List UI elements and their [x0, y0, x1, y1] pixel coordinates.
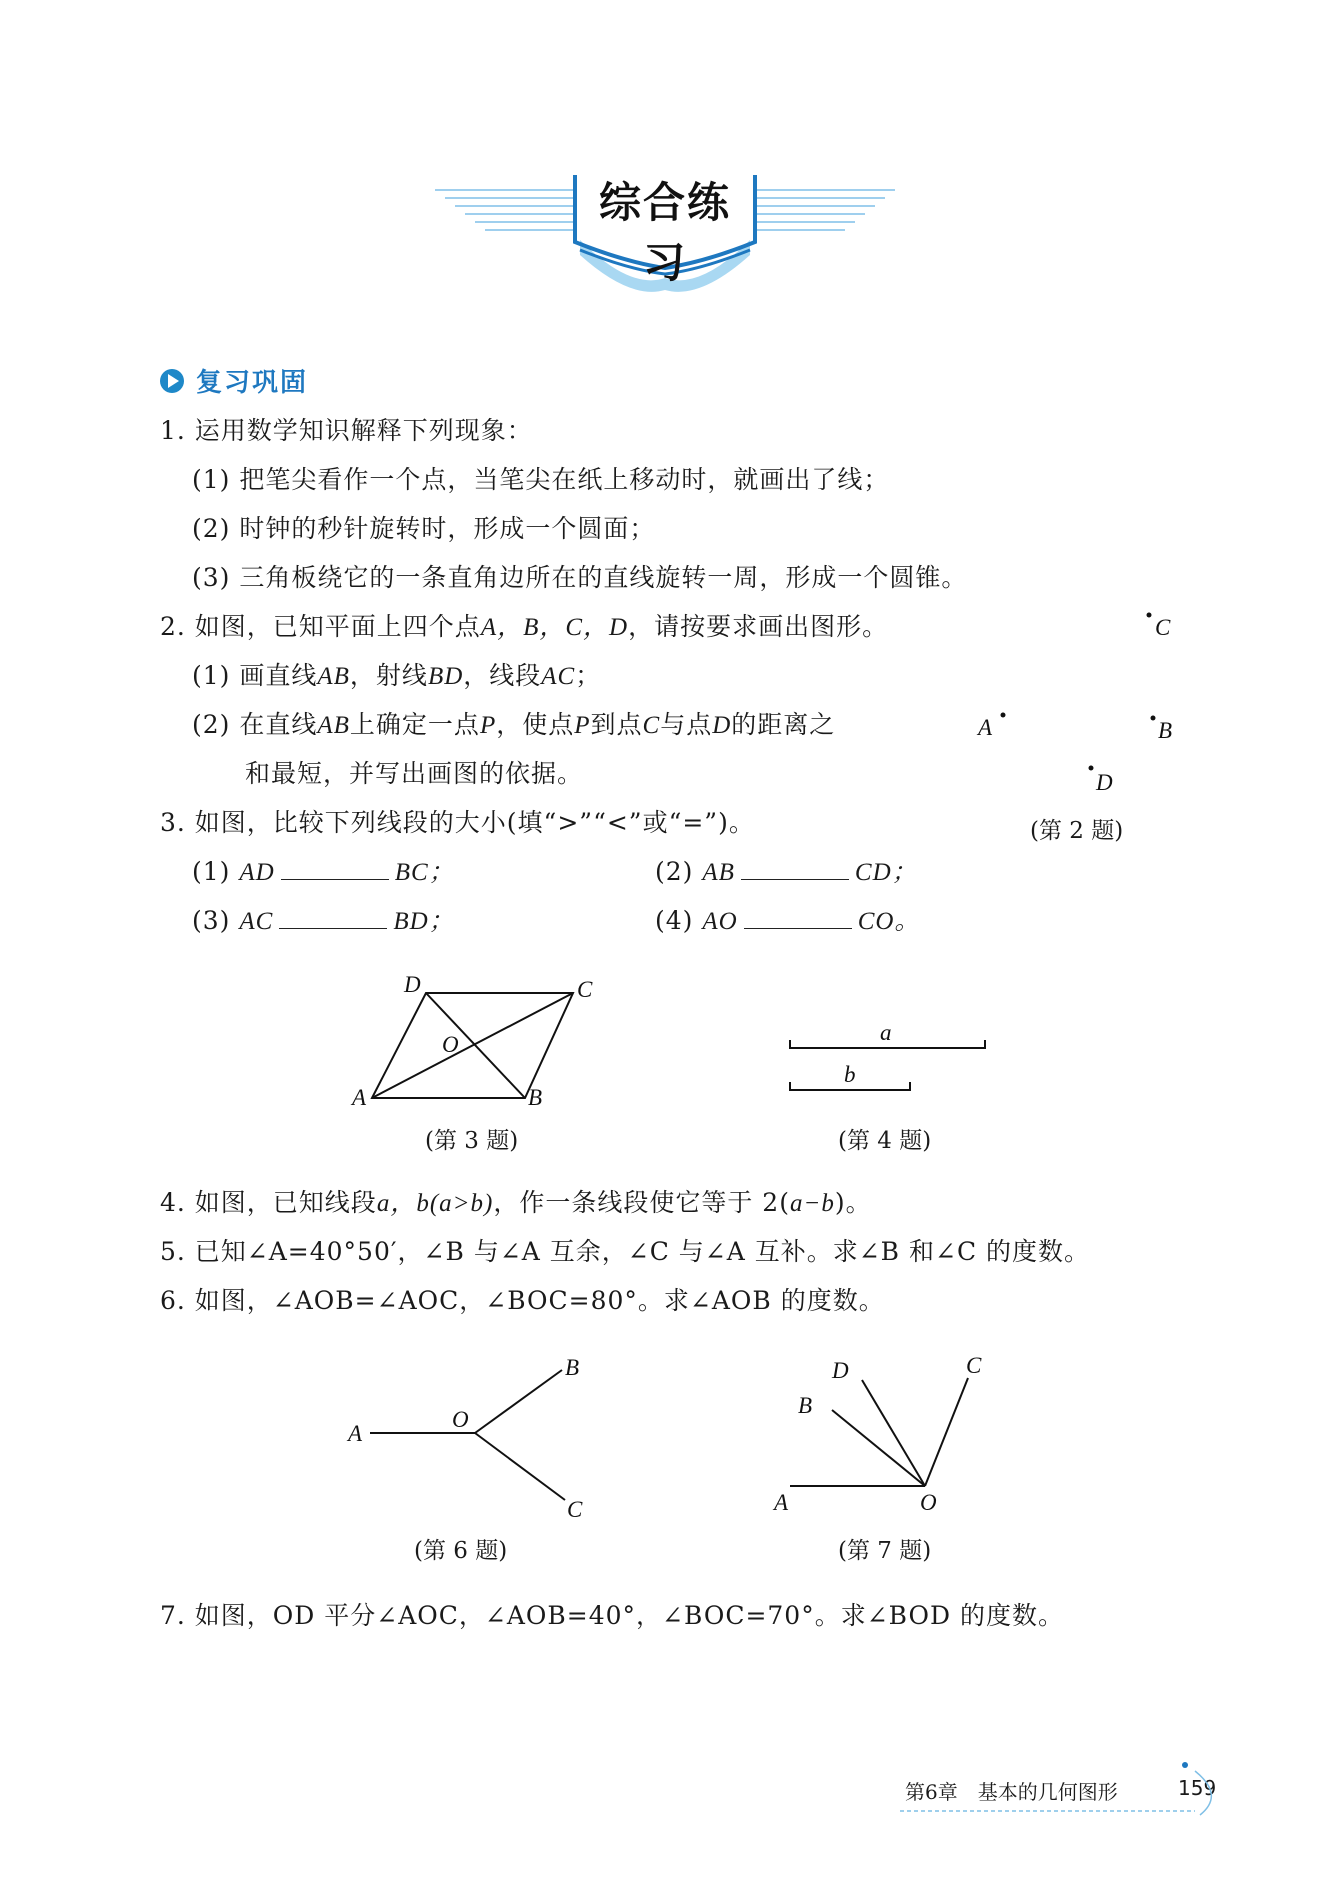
q3-i1-label: (1): [192, 857, 231, 886]
label-a: a: [880, 1020, 892, 1045]
q2-points: A，B，C，D: [480, 614, 629, 641]
footer-chapter: 第6章 基本的几何图形: [905, 1780, 1118, 1804]
figure-q7: [770, 1348, 1010, 1528]
q7-text: 7. 如图，OD 平分∠AOC，∠AOB=40°，∠BOC=70°。求∠BOD 的度数。: [160, 1601, 1064, 1630]
label-o: O: [452, 1407, 469, 1432]
q2-p2-d: D: [712, 712, 732, 739]
label-b: b: [844, 1062, 856, 1087]
q6-text: 6. 如图，∠AOB=∠AOC，∠BOC=80°。求∠AOB 的度数。: [160, 1286, 885, 1315]
q2-p2-p: P: [479, 712, 497, 739]
label-c: C: [577, 977, 593, 1002]
label-a: A: [978, 715, 993, 740]
footer-decoration: [895, 1755, 1230, 1825]
q4-stem-a: 4. 如图，已知线段: [160, 1188, 377, 1217]
q2-p1-ac: AC: [541, 663, 576, 690]
q3-i1-left: AD: [239, 859, 275, 886]
q2-stem-b: ，请按要求画出图形。: [628, 612, 889, 641]
q4-text: [160, 1187, 872, 1220]
q1-part1: (1) 把笔尖看作一个点，当笔尖在纸上移动时，就画出了线；: [192, 465, 890, 494]
caption-q4: (第 4 题): [838, 1128, 932, 1154]
diagonal-bd: [426, 993, 525, 1098]
label-c: C: [567, 1497, 583, 1522]
q2-p2-p2: P: [574, 712, 591, 739]
label-b: B: [798, 1393, 813, 1418]
point-b: [1151, 716, 1156, 721]
ray-ob: [832, 1410, 925, 1486]
q3-i2-right: CD；: [854, 859, 918, 886]
q3-i2-left: AB: [702, 859, 735, 886]
label-c: C: [966, 1353, 982, 1378]
q3-i2-label: (2): [655, 857, 694, 886]
q2-p2-c: C: [642, 712, 661, 739]
banner-title: 综合练习: [598, 178, 731, 287]
label-d: D: [832, 1358, 849, 1383]
q3-i4-right: CO。: [857, 908, 921, 935]
ray-ob: [475, 1370, 562, 1433]
q2-p2-text4: 到点: [590, 710, 643, 739]
figure-q2: [960, 600, 1200, 820]
label-a: A: [774, 1490, 789, 1515]
q3-i1-right: BC；: [394, 859, 455, 886]
q2-p2-text5: 与点: [660, 710, 713, 739]
q1-stem: 1. 运用数学知识解释下列现象：: [160, 416, 533, 445]
q1-part2: (2) 时钟的秒针旋转时，形成一个圆面；: [192, 514, 656, 543]
q2-part2: [192, 709, 835, 742]
label-b: B: [528, 1085, 543, 1110]
q3-item1: [192, 856, 455, 889]
q3-i3-left: AC: [239, 908, 274, 935]
q5-text: 5. 已知∠A=40°50′，∠B 与∠A 互余，∠C 与∠A 互补。求∠B 和∠C 的度数。: [160, 1237, 1091, 1266]
q2-p2-text6: 的距离之: [731, 710, 836, 739]
q4-stem-c: )。: [834, 1188, 872, 1217]
q2-p2-text: (2) 在直线: [192, 710, 318, 739]
label-b: B: [565, 1355, 580, 1380]
label-a: A: [352, 1085, 367, 1110]
section-title: 复习巩固: [196, 368, 309, 398]
q3-item2: [655, 856, 918, 889]
q2-p2-text3: ，使点: [496, 710, 575, 739]
ray-oc: [475, 1433, 565, 1500]
q2-stem-a: 2. 如图，已知平面上四个点: [160, 612, 481, 641]
caption-q7: (第 7 题): [838, 1538, 932, 1564]
q2-part1: [192, 660, 601, 693]
page-number: 159: [1178, 1776, 1217, 1800]
caption-q2: (第 2 题): [1030, 818, 1124, 844]
q3-i2-blank[interactable]: [741, 857, 849, 880]
label-a: A: [348, 1421, 363, 1446]
q3-i4-blank[interactable]: [744, 906, 852, 929]
label-c: C: [1155, 615, 1171, 640]
q4-vars: a，b(a>b): [376, 1190, 494, 1217]
q3-i4-label: (4): [655, 906, 694, 935]
ray-od: [862, 1380, 925, 1486]
label-d: D: [1096, 770, 1113, 795]
q2-p2-ab: AB: [317, 712, 350, 739]
label-b: B: [1158, 718, 1173, 743]
label-d: D: [404, 972, 421, 997]
q2-part2-line2: 和最短，并写出画图的依据。: [245, 759, 584, 788]
q4-expr: a−b: [789, 1190, 835, 1217]
q3-i3-right: BD；: [393, 908, 455, 935]
title-banner: [430, 160, 900, 300]
caption-q6: (第 6 题): [414, 1538, 508, 1564]
q2-p1-text3: ，线段: [463, 661, 542, 690]
q3-i3-label: (3): [192, 906, 231, 935]
q3-item4: [655, 905, 920, 938]
q3-i4-left: AO: [702, 908, 738, 935]
figure-q6: [340, 1355, 600, 1525]
section-heading: [160, 362, 308, 399]
caption-q3: (第 3 题): [425, 1128, 519, 1154]
q2-p1-text4: ；: [575, 661, 602, 690]
label-o: O: [442, 1032, 459, 1057]
point-d: [1089, 766, 1094, 771]
q2-p2-text2: 上确定一点: [349, 710, 480, 739]
figure-q3: [340, 970, 620, 1110]
point-a: [1001, 713, 1006, 718]
ray-oc: [925, 1378, 968, 1486]
diagonal-ac: [372, 993, 573, 1098]
q4-stem-b: ，作一条线段使它等于 2(: [493, 1188, 790, 1217]
q2-stem: [160, 611, 888, 644]
play-circle-icon: [160, 369, 184, 393]
label-o: O: [920, 1490, 937, 1515]
q2-p1-text2: ，射线: [349, 661, 428, 690]
q3-item3: [192, 905, 455, 938]
q1-part3: (3) 三角板绕它的一条直角边所在的直线旋转一周，形成一个圆锥。: [192, 563, 968, 592]
point-c: [1147, 613, 1152, 618]
q2-p1-bd: BD: [427, 663, 464, 690]
q3-i3-blank[interactable]: [279, 906, 387, 929]
q3-i1-blank[interactable]: [281, 857, 389, 880]
q3-stem: 3. 如图，比较下列线段的大小(填“>”“<”或“=”)。: [160, 808, 755, 837]
q2-p1-text: (1) 画直线: [192, 661, 318, 690]
q2-p1-ab: AB: [317, 663, 350, 690]
figure-q4: [780, 1010, 1000, 1100]
